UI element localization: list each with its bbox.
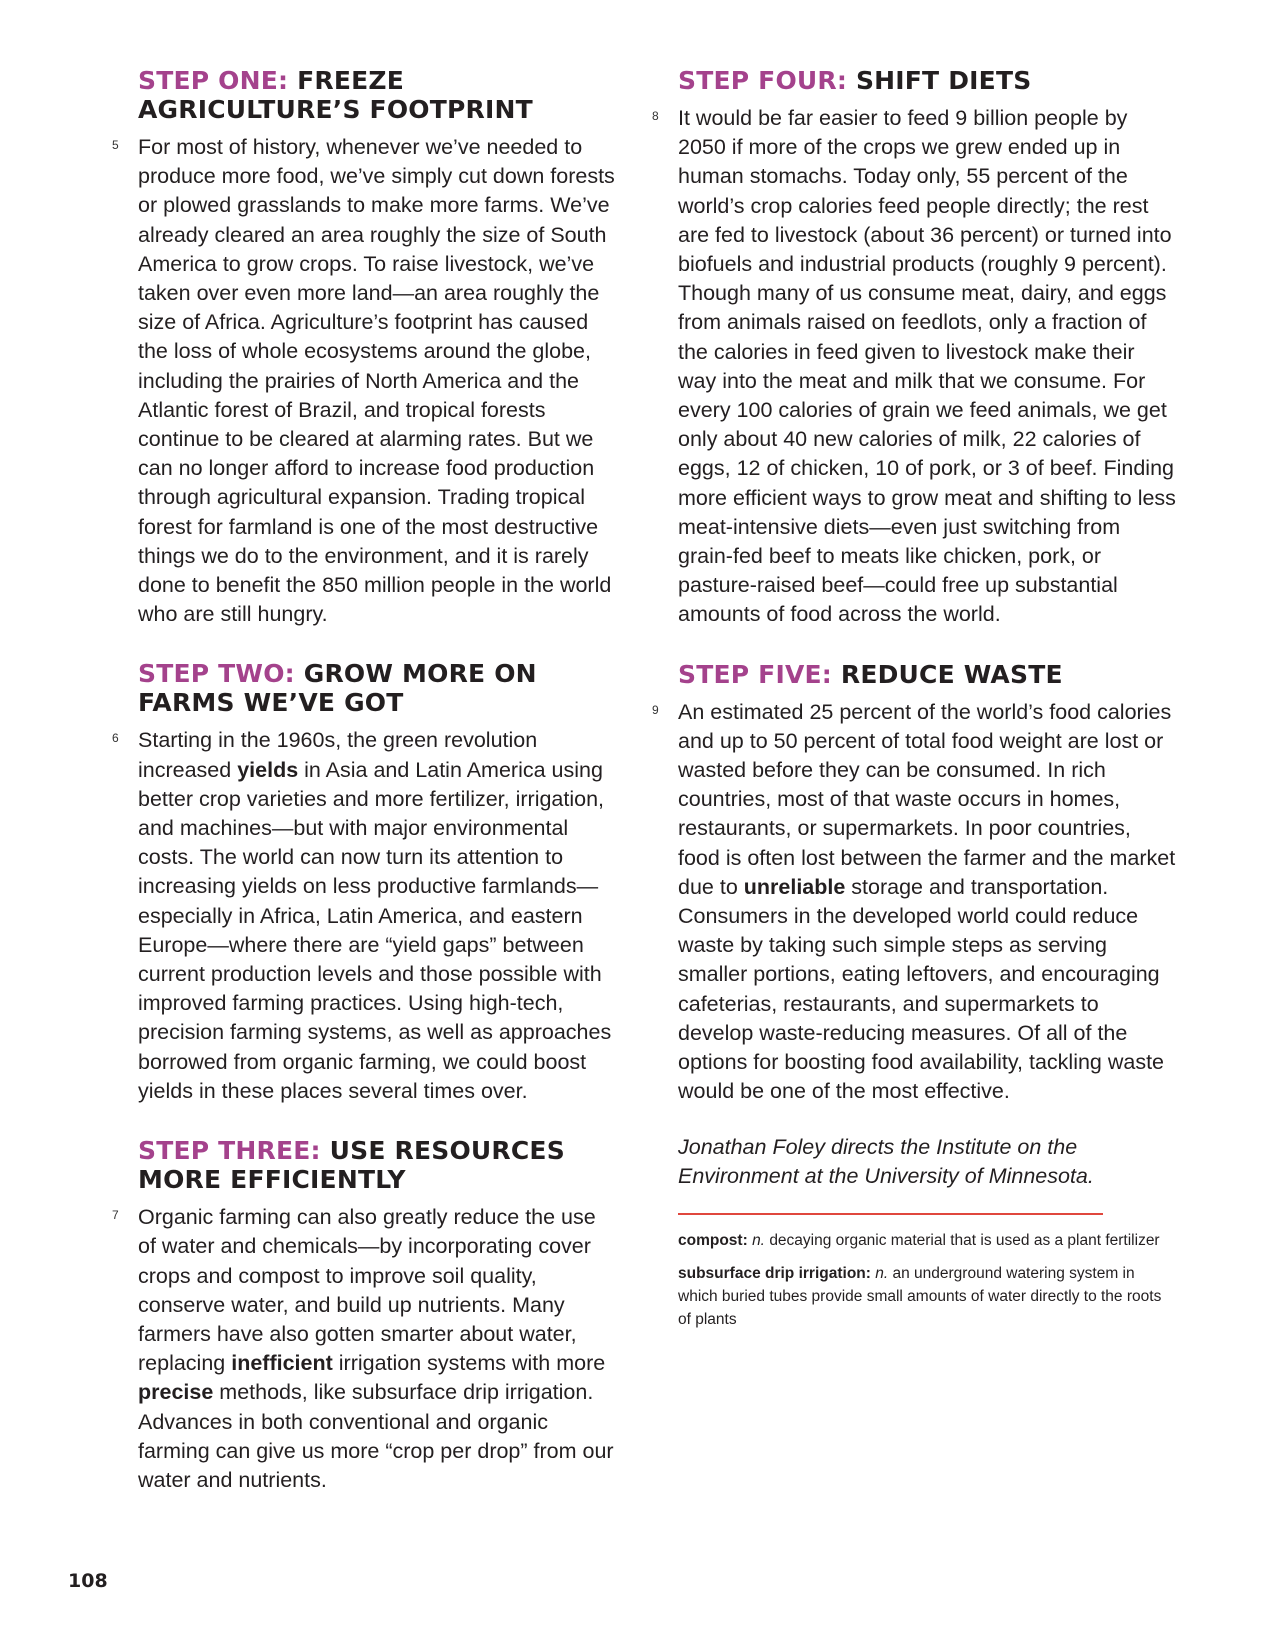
paragraph — [112, 1203, 618, 1495]
right-column — [652, 66, 1178, 1341]
page-number: 108 — [68, 1570, 108, 1592]
step-label: STEP THREE: — [138, 1136, 321, 1166]
paragraph-number: 9 — [652, 702, 659, 717]
paragraph — [112, 133, 618, 629]
paragraph-text: in Asia and Latin America using better crop varieties and more fertilizer, irrigation, and machines—but with major environmental costs. The world can now turn its attention to increasing yields on less productive farmlands—especially in Africa, Latin America, and eastern Europe—where there are “yield gaps” between current production levels and those possible with improved farming practices. Using high-tech, precision farming systems, as well as approaches borrowed from organic farming, we could boost yields in these places several times over. — [138, 757, 612, 1103]
step-title: USE RESOURCES — [329, 1136, 565, 1166]
vocabulary-word: yields — [237, 757, 299, 782]
glossary-entry — [678, 1229, 1178, 1252]
step-label: STEP TWO: — [138, 659, 295, 689]
step-two-heading — [138, 659, 618, 717]
step-five-section — [652, 659, 1178, 1107]
paragraph — [652, 104, 1178, 630]
paragraph-text: irrigation systems with more — [332, 1351, 606, 1376]
step-one-section — [112, 66, 618, 629]
paragraph-text: storage and transportation. Consumers in the developed world could reduce waste by taking such simple steps as serving smaller portions, eating leftovers, and encouraging cafeterias, restaurants, and supermarkets to develop waste-reducing measures. Of all of the options for boosting food availability, tackling waste would be one of the most effective. — [678, 874, 1165, 1104]
step-three-section — [112, 1136, 618, 1495]
paragraph-number: 5 — [112, 138, 119, 152]
paragraph — [652, 698, 1178, 1107]
paragraph-number: 8 — [652, 109, 659, 123]
vocabulary-word: precise — [138, 1380, 214, 1405]
step-title: GROW MORE ON — [303, 659, 537, 689]
part-of-speech: n. — [752, 1231, 765, 1249]
step-four-section — [652, 66, 1178, 630]
step-label: STEP FOUR: — [678, 66, 848, 95]
step-title: MORE EFFICIENTLY — [138, 1165, 406, 1195]
paragraph-number: 7 — [112, 1208, 119, 1223]
glossary-divider — [678, 1213, 1103, 1215]
step-label: STEP ONE: — [138, 66, 289, 95]
step-label: STEP FIVE: — [678, 659, 832, 689]
paragraph-text: Starting in the 1960s, the green revolution increased — [138, 728, 538, 782]
step-two-section — [112, 659, 618, 1106]
step-title: FARMS WE’VE GOT — [138, 688, 404, 718]
paragraph-text: It would be far easier to feed 9 billion people by 2050 if more of the crops we grew ended up in human stomachs. Today only, 55 percent of the world’s crop calories feed people directly; the rest are fed to livestock (about 36 percent) or turned into biofuels and industrial products (roughly 9 percent). Though many of us consume meat, dairy, and eggs from animals raised on feedlots, only a fraction of the calories in feed given to livestock make their way into the meat and milk that we consume. For every 100 calories of grain we feed animals, we get only about 40 new calories of milk, 22 calories of eggs, 12 of chicken, 10 of pork, or 3 of beef. Finding more efficient ways to grow meat and shifting to less meat-intensive diets—even just switching from grain-fed beef to meats like chicken, pork, or pasture-raised beef—could free up substantial amounts of food across the world. — [678, 106, 1176, 627]
glossary-term: compost: — [678, 1231, 748, 1249]
vocabulary-word: unreliable — [743, 874, 846, 899]
step-four-heading — [678, 66, 1178, 95]
part-of-speech: n. — [875, 1264, 889, 1282]
paragraph-text: Organic farming can also greatly reduce the use of water and chemicals—by incorporating cover crops and compost to improve soil quality, conserve water, and build up nutrients. Many farmers have also gotten smarter about water, replacing — [138, 1205, 596, 1376]
step-title: REDUCE WASTE — [840, 659, 1063, 689]
paragraph-text: For most of history, whenever we’ve needed to produce more food, we’ve simply cut down forests or plowed grasslands to make more farms. We’ve already cleared an area roughly the size of South America to grow crops. To raise livestock, we’ve taken over even more land—an area roughly the size of Africa. Agriculture’s footprint has caused the loss of whole ecosystems around the globe, including the prairies of North America and the Atlantic forest of Brazil, and tropical forests continue to be cleared at alarming rates. But we can no longer afford to increase food production through agricultural expansion. Trading tropical forest for farmland is one of the most destructive things we do to the environment, and it is rarely done to benefit the 850 million people in the world who are still hungry. — [138, 135, 615, 627]
step-title: SHIFT DIETS — [855, 66, 1032, 95]
step-one-heading — [138, 66, 618, 124]
vocabulary-word: inefficient — [231, 1351, 333, 1376]
glossary-entry — [678, 1262, 1178, 1331]
step-title: FREEZE — [297, 66, 405, 95]
step-title: AGRICULTURE’S FOOTPRINT — [138, 95, 533, 124]
step-three-heading — [138, 1136, 618, 1194]
glossary-definition: decaying organic material that is used as a plant fertilizer — [769, 1231, 1160, 1249]
paragraph-text: methods, like subsurface drip irrigation. Advances in both conventional and organic farming can give us more “crop per drop” from our water and nutrients. — [138, 1380, 614, 1492]
glossary — [678, 1229, 1178, 1331]
glossary-definition: an underground watering system in which buried tubes provide small amounts of water directly to the roots of plants — [678, 1264, 1162, 1328]
paragraph-text: An estimated 25 percent of the world’s food calories and up to 50 percent of total food weight are lost or wasted before they can be consumed. In rich countries, most of that waste occurs in homes, restaurants, or supermarkets. In poor countries, food is often lost between the farmer and the market due to — [678, 699, 1176, 899]
glossary-term: subsurface drip irrigation: — [678, 1264, 871, 1282]
author-byline: Jonathan Foley directs the Institute on the Environment at the University of Minnesota. — [678, 1134, 1094, 1188]
left-column — [112, 66, 618, 1525]
paragraph-number: 6 — [112, 731, 119, 746]
step-five-heading — [678, 660, 1178, 689]
paragraph — [112, 726, 618, 1106]
